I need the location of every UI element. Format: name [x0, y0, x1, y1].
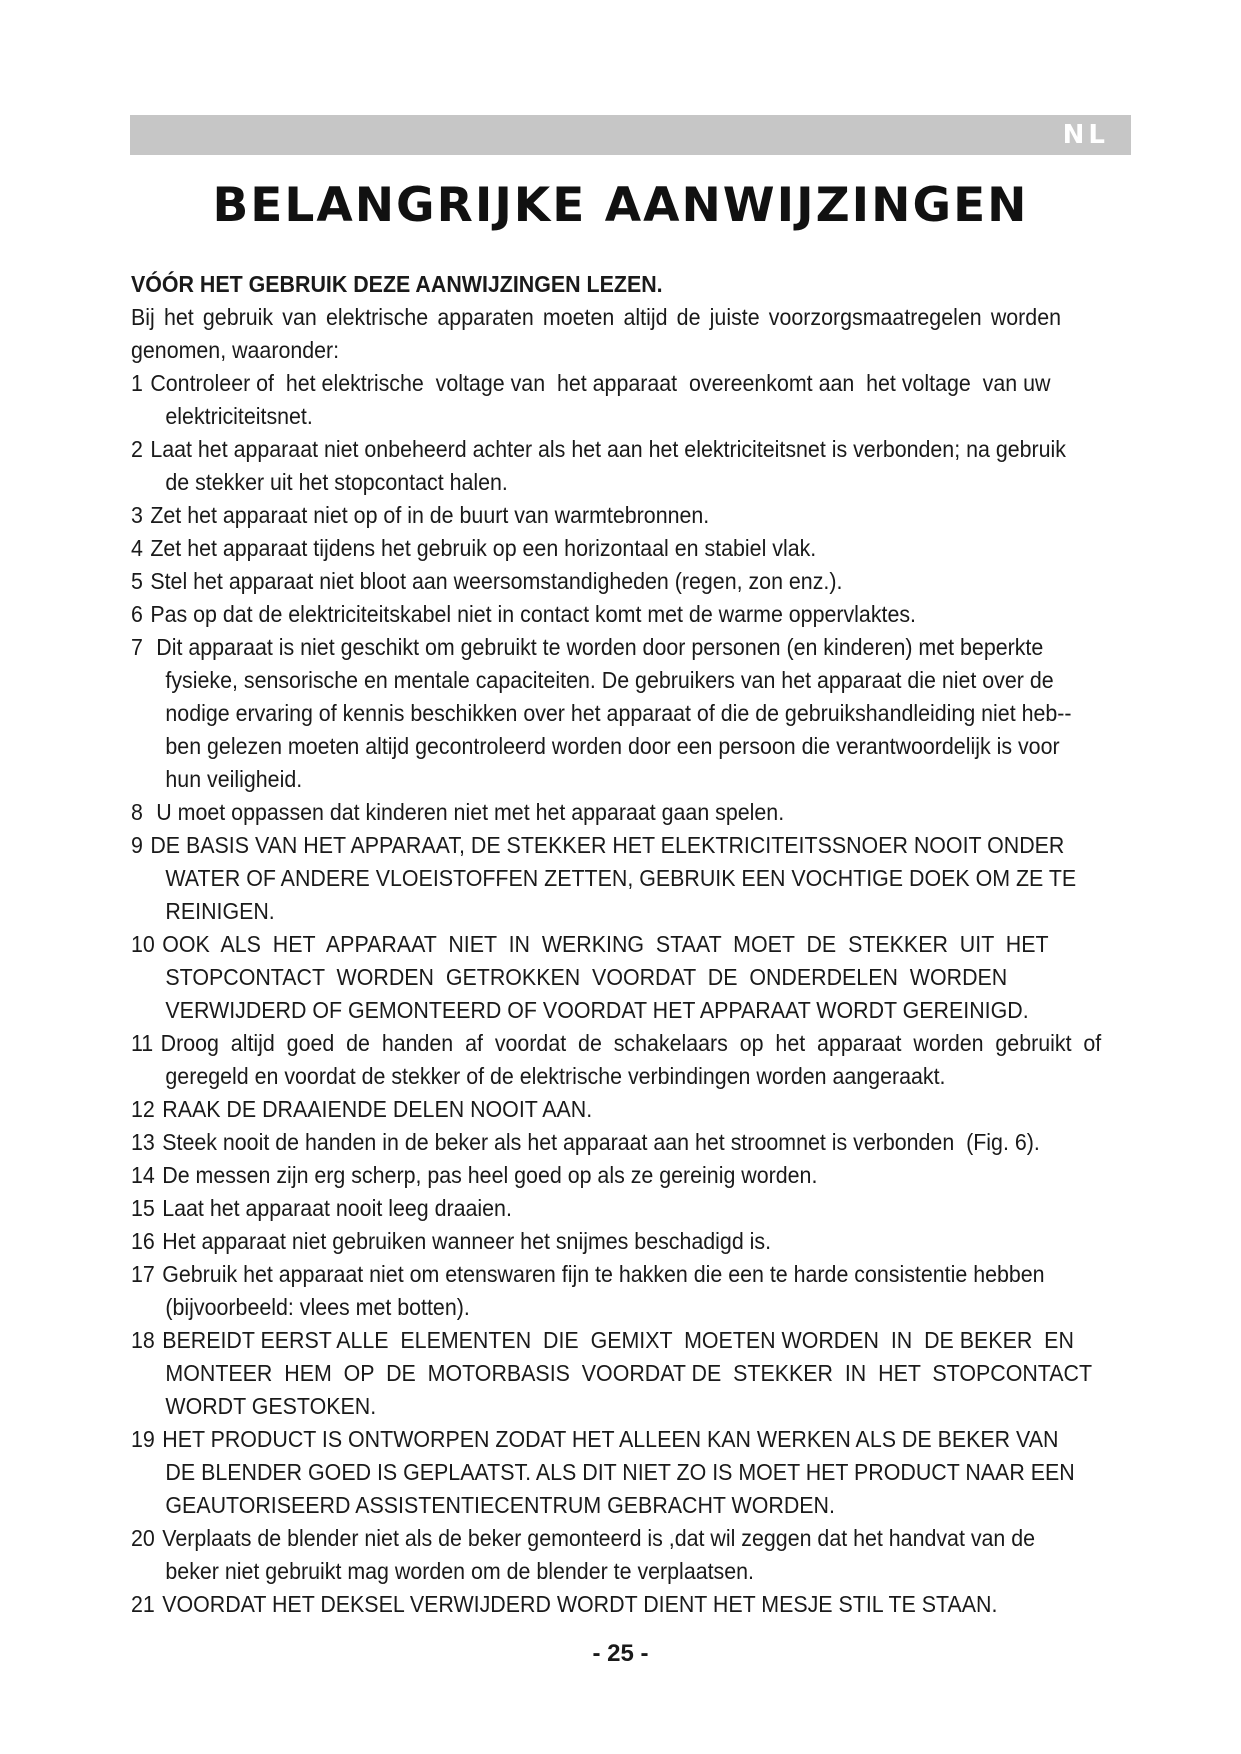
list-item-text: beker niet gebruikt mag worden om de blender te verplaatsen.	[165, 1558, 754, 1584]
warnings-list	[131, 367, 1102, 1621]
list-item-text: Zet het apparaat tijdens het gebruik op een horizontaal en stabiel vlak.	[150, 535, 817, 561]
list-item-text: HET PRODUCT IS ONTWORPEN ZODAT HET ALLEEN KAN WERKEN ALS DE BEKER VAN	[162, 1426, 1059, 1452]
list-item	[131, 1258, 1061, 1324]
list-item-text: de stekker uit het stopcontact halen.	[165, 469, 508, 495]
list-item-line	[131, 796, 1061, 829]
list-item-text: Laat het apparaat niet onbeheerd achter als het aan het elektriciteitsnet is verbonden; na gebruik	[150, 436, 1066, 462]
page-number: - 25 -	[592, 1640, 649, 1667]
list-item-text: Gebruik het apparaat niet om etenswaren fijn te hakken die een te harde consistentie hebben	[162, 1261, 1045, 1287]
list-item-line	[131, 994, 1061, 1027]
list-item-number: 18	[131, 1327, 155, 1353]
list-item-line	[131, 664, 1061, 697]
list-item-number: 5	[131, 568, 143, 594]
list-item-number: 2	[131, 436, 143, 462]
list-item-number: 10	[131, 931, 155, 957]
list-item-line	[131, 928, 1061, 961]
list-item-text: fysieke, sensorische en mentale capaciteiten. De gebruikers van het apparaat die niet over de	[165, 667, 1054, 693]
list-item	[131, 928, 1061, 1027]
list-item-text: RAAK DE DRAAIENDE DELEN NOOIT AAN.	[162, 1096, 593, 1122]
list-item-line	[131, 367, 1061, 400]
list-item-text: WATER OF ANDERE VLOEISTOFFEN ZETTEN, GEBRUIK EEN VOCHTIGE DOEK OM ZE TE	[165, 865, 1077, 891]
list-item-text: De messen zijn erg scherp, pas heel goed op als ze gereinig worden.	[162, 1162, 818, 1188]
list-item	[131, 1126, 1061, 1159]
list-item-line	[131, 1357, 1093, 1390]
list-item-line	[131, 565, 1061, 598]
list-item-number: 3	[131, 502, 143, 528]
list-item-line	[131, 1324, 1074, 1357]
list-item	[131, 565, 1061, 598]
list-item-number: 12	[131, 1096, 155, 1122]
list-item	[131, 1225, 1061, 1258]
list-item-text: REINIGEN.	[165, 898, 275, 924]
list-item-line	[131, 1489, 1061, 1522]
list-item-line	[131, 1258, 1061, 1291]
list-item-text: nodige ervaring of kennis beschikken over het apparaat of die de gebruikshandleiding niet heb--	[165, 700, 1072, 726]
list-item	[131, 1027, 1102, 1093]
list-item-number: 13	[131, 1129, 155, 1155]
list-item-text: hun veiligheid.	[165, 766, 303, 792]
list-item-number: 6	[131, 601, 143, 627]
list-item-line	[131, 1126, 1061, 1159]
list-item	[131, 1423, 1075, 1522]
list-item-line	[131, 961, 1061, 994]
list-item-line	[131, 1291, 1061, 1324]
list-item-line	[131, 1423, 1061, 1456]
list-item-line	[131, 1060, 1061, 1093]
page-title: BELANGRIJKE AANWIJZINGEN	[212, 178, 1029, 233]
list-item-text: DE BLENDER GOED IS GEPLAATST. ALS DIT NIET ZO IS MOET HET PRODUCT NAAR EEN	[165, 1459, 1075, 1485]
list-item-line	[131, 499, 1061, 532]
list-item	[131, 1159, 1061, 1192]
list-item-text: WORDT GESTOKEN.	[165, 1393, 377, 1419]
list-item-text: STOPCONTACT WORDEN GETROKKEN VOORDAT DE ONDERDELEN WORDEN	[165, 964, 1008, 990]
section-subtitle: VÓÓR HET GEBRUIK DEZE AANWIJZINGEN LEZEN.	[131, 271, 663, 297]
list-item-number: 15	[131, 1195, 155, 1221]
list-item-line	[131, 1555, 1061, 1588]
list-item-line	[131, 466, 1061, 499]
list-item-line	[131, 1522, 1061, 1555]
list-item-text: VERWIJDERD OF GEMONTEERD OF VOORDAT HET APPARAAT WORDT GEREINIGD.	[165, 997, 1029, 1023]
list-item	[131, 631, 1072, 796]
list-item-line	[131, 895, 1061, 928]
list-item-line	[131, 829, 1065, 862]
list-item	[131, 1192, 1061, 1225]
list-item-text: Laat het apparaat nooit leeg draaien.	[162, 1195, 512, 1221]
list-item-text: geregeld en voordat de stekker of de elektrische verbindingen worden aangeraakt.	[165, 1063, 946, 1089]
list-item	[131, 829, 1077, 928]
list-item	[131, 433, 1066, 499]
list-item	[131, 1522, 1061, 1588]
list-item-text: Verplaats de blender niet als de beker gemonteerd is ,dat wil zeggen dat het handvat van de	[162, 1525, 1036, 1551]
list-item-text: Stel het apparaat niet bloot aan weersomstandigheden (regen, zon enz.).	[150, 568, 843, 594]
list-item-text: BEREIDT EERST ALLE ELEMENTEN DIE GEMIXT MOETEN WORDEN IN DE BEKER EN	[162, 1327, 1074, 1353]
list-item-text: ben gelezen moeten altijd gecontroleerd worden door een persoon die verantwoordelijk is voor	[165, 733, 1060, 759]
list-item	[131, 499, 1061, 532]
list-item-number: 16	[131, 1228, 155, 1254]
list-item-text: Steek nooit de handen in de beker als het apparaat aan het stroomnet is verbonden (Fig. 6).	[162, 1129, 1040, 1155]
list-item-line	[131, 1456, 1075, 1489]
list-item-number: 11	[131, 1030, 154, 1056]
list-item-text: elektriciteitsnet.	[165, 403, 313, 429]
list-item-number: 21	[131, 1591, 155, 1617]
list-item-text: Zet het apparaat niet op of in de buurt van warmtebronnen.	[150, 502, 710, 528]
list-item-number: 17	[131, 1261, 155, 1287]
intro-paragraph: Bij het gebruik van elektrische apparaten moeten altijd de juiste voorzorgsmaatregelen worden genomen, waaronder:	[131, 304, 1061, 363]
list-item-text: VOORDAT HET DEKSEL VERWIJDERD WORDT DIENT HET MESJE STIL TE STAAN.	[162, 1591, 998, 1617]
list-item	[131, 598, 1061, 631]
list-item-text: U moet oppassen dat kinderen niet met het apparaat gaan spelen.	[150, 799, 785, 825]
list-item-line	[131, 1093, 1061, 1126]
list-item-line	[131, 631, 1061, 664]
list-item-line	[131, 1225, 1061, 1258]
list-item-number: 7	[131, 634, 143, 660]
list-item-text: Pas op dat de elektriciteitskabel niet in contact komt met de warme oppervlaktes.	[150, 601, 917, 627]
list-item-text: OOK ALS HET APPARAAT NIET IN WERKING STAAT MOET DE STEKKER UIT HET	[162, 931, 1049, 957]
list-item-text: Controleer of het elektrische voltage van het apparaat overeenkomt aan het voltage van uw	[150, 370, 1051, 396]
list-item-text: (bijvoorbeeld: vlees met botten).	[165, 1294, 470, 1320]
list-item-number: 14	[131, 1162, 155, 1188]
list-item-text: Droog altijd goed de handen af voordat de schakelaars op het apparaat worden gebruikt of	[160, 1030, 1102, 1056]
list-item-number: 20	[131, 1525, 155, 1551]
list-item	[131, 532, 1061, 565]
list-item-line	[131, 1027, 1102, 1060]
list-item-number: 19	[131, 1426, 155, 1452]
list-item-line	[131, 532, 1061, 565]
list-item-number: 1	[131, 370, 143, 396]
list-item	[131, 1588, 1061, 1621]
list-item-text: Het apparaat niet gebruiken wanneer het snijmes beschadigd is.	[162, 1228, 772, 1254]
list-item-number: 4	[131, 535, 143, 561]
list-item	[131, 1093, 1061, 1126]
list-item-line	[131, 598, 1061, 631]
list-item-line	[131, 1390, 1061, 1423]
list-item-line	[131, 433, 1066, 466]
language-bar	[130, 115, 1131, 155]
list-item-line	[131, 697, 1072, 730]
list-item-number: 9	[131, 832, 143, 858]
list-item	[131, 367, 1061, 433]
list-item-line	[131, 763, 1061, 796]
language-code: NL	[1062, 120, 1109, 150]
list-item-text: MONTEER HEM OP DE MOTORBASIS VOORDAT DE STEKKER IN HET STOPCONTACT	[165, 1360, 1093, 1386]
list-item-line	[131, 1159, 1061, 1192]
list-item-line	[131, 730, 1061, 763]
list-item-line	[131, 1192, 1061, 1225]
list-item-text: DE BASIS VAN HET APPARAAT, DE STEKKER HET ELEKTRICITEITSSNOER NOOIT ONDER	[150, 832, 1065, 858]
list-item-text: GEAUTORISEERD ASSISTENTIECENTRUM GEBRACHT WORDEN.	[165, 1492, 835, 1518]
list-item	[131, 796, 1061, 829]
list-item-text: Dit apparaat is niet geschikt om gebruikt te worden door personen (en kinderen) met beperkte	[150, 634, 1044, 660]
instructions-body	[131, 268, 1102, 1621]
list-item	[131, 1324, 1093, 1423]
list-item-line	[131, 400, 1061, 433]
list-item-number: 8	[131, 799, 143, 825]
list-item-line	[131, 1588, 1061, 1621]
list-item-line	[131, 862, 1077, 895]
